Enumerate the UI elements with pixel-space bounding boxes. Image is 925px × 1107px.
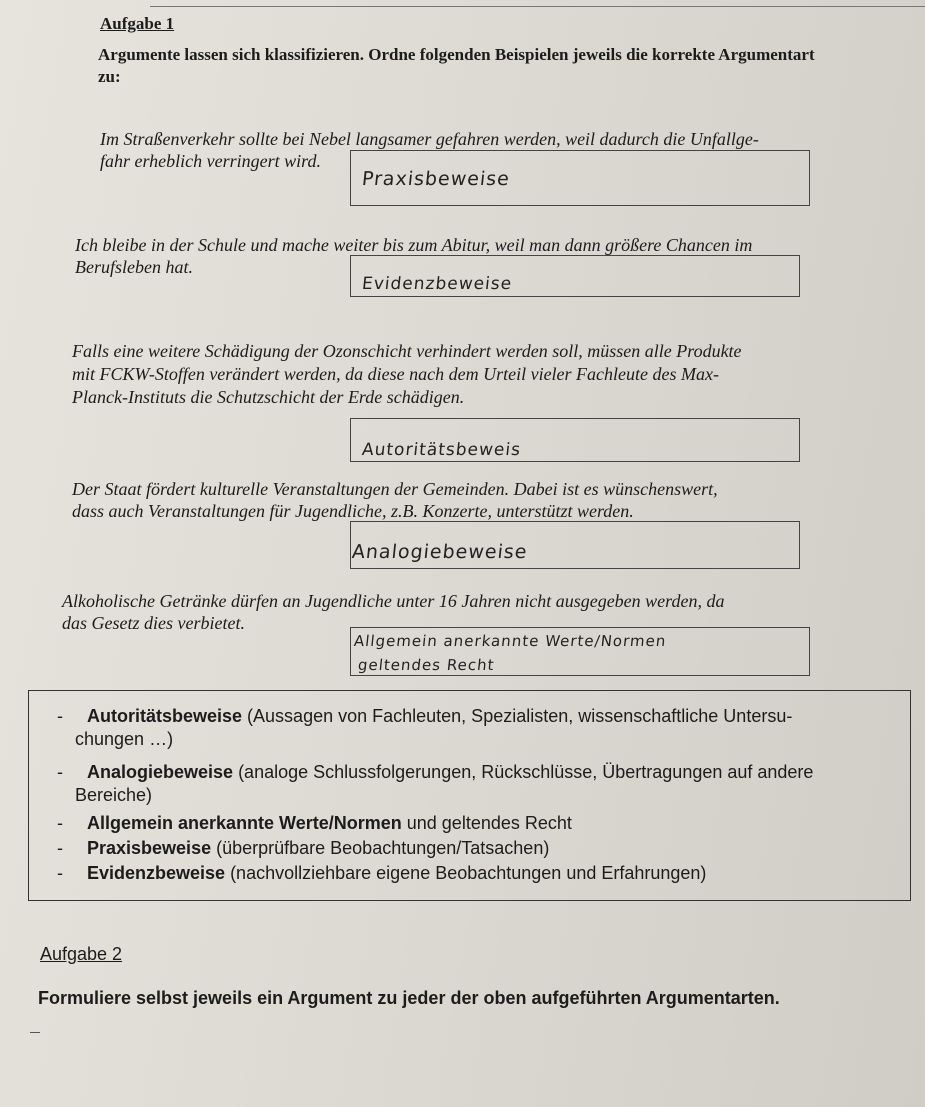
example-4-line-2: dass auch Veranstaltungen für Jugendliche, z.B. Konzerte, unterstützt werden.: [72, 501, 634, 521]
answer-1-handwriting: Praxisbeweise: [360, 168, 512, 190]
example-1-line-2: fahr erheblich verringert wird.: [100, 151, 321, 171]
example-2-line-1: Ich bleibe in der Schule und mache weiter bis zum Abitur, weil man dann größere Chancen im: [75, 235, 753, 255]
legend-term: Autoritätsbeweise: [87, 706, 243, 726]
answer-5-handwriting-line-1: Allgemein anerkannte Werte/Normen: [353, 632, 668, 650]
example-3-line-3: Planck-Instituts die Schutzschicht der Erde schädigen.: [72, 387, 465, 407]
legend-term: Praxisbeweise: [87, 838, 212, 858]
example-2-line-2: Berufsleben hat.: [75, 257, 193, 277]
legend-item-analogiebeweise: [57, 761, 887, 807]
legend-desc-cont: chungen …): [75, 729, 174, 749]
legend-desc: (Aussagen von Fachleuten, Spezialisten, wissenschaftliche Untersu-: [242, 706, 793, 726]
legend-dash: -: [57, 706, 63, 726]
legend-dash: -: [57, 813, 63, 833]
legend-dash: -: [57, 762, 63, 782]
answer-5-handwriting-line-2: geltendes Recht: [357, 656, 496, 674]
example-3-line-1: Falls eine weitere Schädigung der Ozonschicht verhindert werden soll, müssen alle Produkte: [72, 341, 742, 361]
answer-3-handwriting: Autoritätsbeweis: [360, 440, 523, 460]
legend-desc: (nachvollziehbare eigene Beobachtungen und Erfahrungen): [225, 863, 707, 883]
example-4-text: [72, 478, 872, 522]
legend-desc: und geltendes Recht: [401, 813, 572, 833]
legend-item-autoritaetsbeweise: [57, 705, 887, 751]
task1-instruction: Argumente lassen sich klassifizieren. Ordne folgenden Beispielen jeweils die korrekte Argumentart zu:: [98, 45, 815, 86]
stray-mark: [30, 1032, 40, 1033]
task2-heading: Aufgabe 2: [40, 944, 123, 964]
top-rule: [150, 6, 925, 7]
task1-heading: Aufgabe 1: [100, 14, 175, 33]
legend-desc: (analoge Schlussfolgerungen, Rückschlüsse, Übertragungen auf andere: [233, 762, 814, 782]
legend-desc: (überprüfbare Beobachtungen/Tatsachen): [211, 838, 550, 858]
legend-item-praxisbeweise: [57, 837, 887, 860]
legend-item-evidenzbeweise: [57, 862, 887, 885]
example-5-line-2: das Gesetz dies verbietet.: [62, 613, 245, 633]
legend-dash: -: [57, 863, 63, 883]
legend-desc-cont: Bereiche): [75, 785, 153, 805]
legend-item-werte-normen: [57, 812, 887, 835]
example-3-line-2: mit FCKW-Stoffen verändert werden, da diese nach dem Urteil vieler Fachleute des Max-: [72, 364, 719, 384]
legend-dash: -: [57, 838, 63, 858]
example-5-line-1: Alkoholische Getränke dürfen an Jugendliche unter 16 Jahren nicht ausgegeben werden, da: [62, 591, 725, 611]
argument-types-legend: [28, 690, 911, 901]
example-3-text: [72, 340, 862, 409]
example-4-line-1: Der Staat fördert kulturelle Veranstaltungen der Gemeinden. Dabei ist es wünschenswert,: [72, 479, 718, 499]
legend-term: Analogiebeweise: [87, 762, 234, 782]
task2-instruction: Formuliere selbst jeweils ein Argument zu jeder der oben aufgeführten Argumentarten.: [38, 988, 780, 1008]
example-1-line-1: Im Straßenverkehr sollte bei Nebel langsamer gefahren werden, weil dadurch die Unfallge-: [100, 129, 759, 149]
legend-term: Evidenzbeweise: [87, 863, 226, 883]
answer-4-handwriting: Analogiebeweise: [350, 541, 529, 563]
answer-2-handwriting: Evidenzbeweise: [360, 274, 514, 294]
legend-term: Allgemein anerkannte Werte/Normen: [87, 813, 402, 833]
